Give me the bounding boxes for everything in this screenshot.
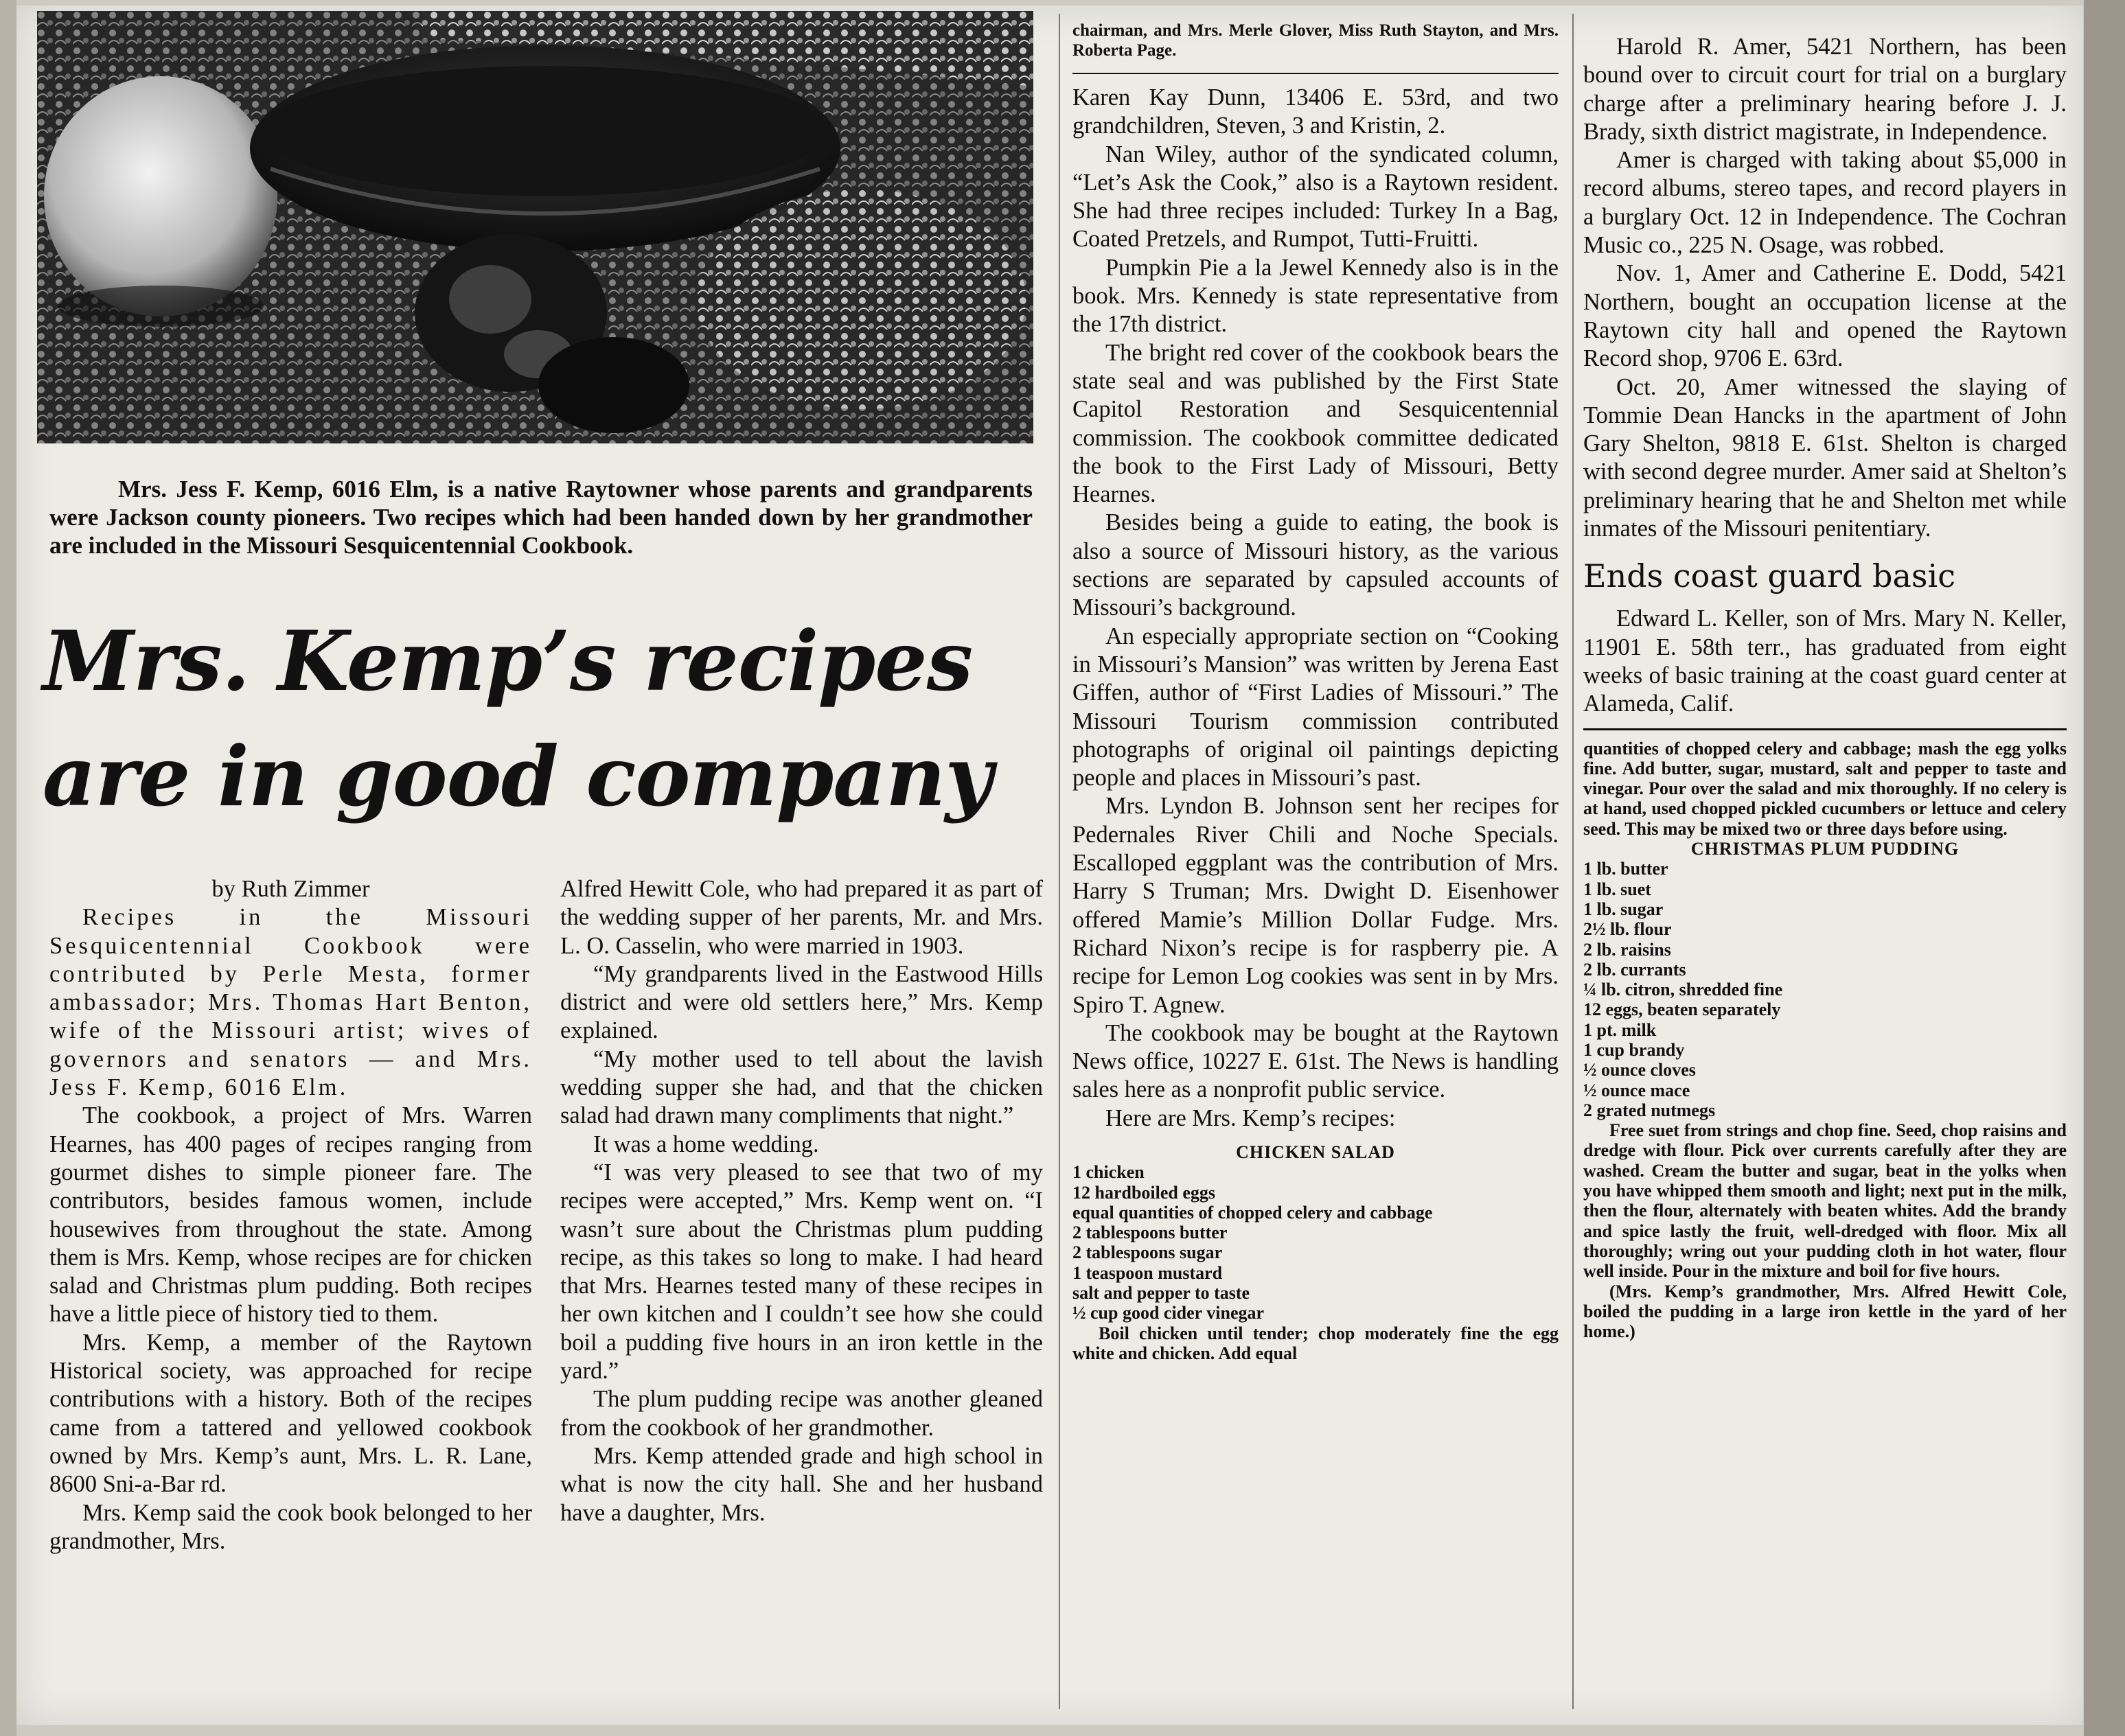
column-3-top-fragment: chairman, and Mrs. Merle Glover, Miss Ruth Stayton, and Mrs. Roberta Page. <box>1072 21 1559 60</box>
ingredient: 2 lb. currants <box>1583 959 1686 980</box>
amer-story <box>1583 33 2067 543</box>
kemp-photo <box>37 11 1033 443</box>
ingredient: 1 pt. milk <box>1583 1019 1657 1040</box>
ingredient: 1 lb. suet <box>1583 879 1651 899</box>
ingredient: 1 chicken <box>1072 1162 1145 1183</box>
ingredient: 12 hardboiled eggs <box>1072 1182 1216 1203</box>
headline-line-1: Mrs. Kemp’s recipes <box>43 613 973 710</box>
ingredient: 1 teaspoon mustard <box>1072 1262 1223 1283</box>
headline <box>43 604 1045 835</box>
recipe-title: CHICKEN SALAD <box>1236 1142 1395 1162</box>
photo-image <box>37 11 1033 443</box>
recipe-directions: Boil chicken until tender; chop moderately fine the egg white and chicken. Add equal <box>1072 1323 1559 1363</box>
ingredient: 2 grated nutmegs <box>1583 1100 1716 1120</box>
ingredient: ½ ounce cloves <box>1583 1060 1696 1080</box>
recipe-directions: Free suet from strings and chop fine. Seed, chop raisins and dredge with flour. Pick over currents carefully after they are washed. Cream the butter and sugar, beat in the yolks when you have whipped them smooth and light; next put in the milk, then the flour, alternately with beaten whites. Add the brandy and spice lastly the fruit, well-dredged with floor. Mix all thoroughly; wring out your pudding cloth in hot water, flour well inside. Pour in the mixture and boil for five hours. <box>1583 1120 2067 1282</box>
caption-text: Mrs. Jess F. Kemp, 6016 Elm, is a native Raytowner whose parents and grandparents were Jackson county pioneers. Two recipes which had been handed down by her grandmother are included in the Missouri Sesquicentennial Cookbook. <box>49 476 1033 559</box>
ingredient: 2 tablespoons butter <box>1072 1223 1228 1243</box>
recipe-note: (Mrs. Kemp’s grandmother, Mrs. Alfred Hewitt Cole, boiled the pudding in a large iron kettle in the yard of her home.) <box>1583 1281 2067 1342</box>
photo-caption <box>49 475 1033 559</box>
recipe-title: CHRISTMAS PLUM PUDDING <box>1690 839 1960 859</box>
ingredient-list <box>1072 1162 1559 1323</box>
article-paragraph: Amer is charged with taking about $5,000 in record albums, stereo tapes, and record players in a burglary Oct. 12 in Independence. The Cochran Music co., 225 N. Osage, was robbed. <box>1583 147 2067 259</box>
article-paragraph: Edward L. Keller, son of Mrs. Mary N. Keller, 11901 E. 58th terr., has graduated from eight weeks of basic training at the coast guard center at Alameda, Calif. <box>1583 605 2067 717</box>
article-column-3 <box>1072 21 1559 1363</box>
column-3-body <box>1072 84 1559 1133</box>
coast-guard-headline: Ends coast guard basic <box>1583 557 1955 595</box>
ingredient: 2 lb. raisins <box>1583 939 1671 960</box>
article-paragraph: Mrs. Lyndon B. Johnson sent her recipes for Pedernales River Chili and Noche Specials. Escalloped eggplant was the contribution of Mrs. Harry S Truman; Mrs. Dwight D. Eisenhower offered Mamie’s Million Dollar Fudge. Mrs. Richard Nixon’s recipe is for raspberry pie. A recipe for Lemon Log cookies was sent in by Mrs. Spiro T. Agnew. <box>1072 793 1559 1018</box>
article-paragraph: Mrs. Kemp said the cook book belonged to her grandmother, Mrs. <box>49 1499 532 1554</box>
article-paragraph: An especially appropriate section on “Cooking in Missouri’s Mansion” was written by Jerena East Giffen, author of “First Ladies of Missouri.” The Missouri Tourism commission contributed photographs of original oil paintings depicting people and places in Missouri’s past. <box>1072 623 1559 791</box>
article-paragraph: “My grandparents lived in the Eastwood Hills district and were old settlers here,” Mrs. Kemp explained. <box>560 960 1043 1044</box>
article-paragraph: “I was very pleased to see that two of my recipes were accepted,” Mrs. Kemp went on. “I wasn’t sure about the Christmas plum pudding recipe, as this takes so long to make. I had heard that Mrs. Hearnes tested many of these recipes in her own kitchen and I couldn’t see how she could boil a pudding five hours in an iron kettle in the yard.” <box>560 1159 1043 1385</box>
recipe-directions: quantities of chopped celery and cabbage; mash the egg yolks fine. Add butter, sugar, mustard, salt and pepper to taste and vinegar. Pour over the salad and mix thoroughly. If no celery is at hand, used chopped pickled cucumbers or lettuce and celery seed. This may be mixed two or three days before using. <box>1583 738 2067 839</box>
article-paragraph: Oct. 20, Amer witnessed the slaying of Tommie Dean Hancks in the apartment of John Gary Shelton, 9818 E. 61st. Shelton is charged with second degree murder. Amer said at Shelton’s preliminary hearing that he and Shelton met while inmates of the Missouri penitentiary. <box>1583 373 2067 542</box>
column-divider <box>1572 14 1574 1709</box>
ingredient-list <box>1583 859 2067 1120</box>
ingredient: 1 cup brandy <box>1583 1039 1685 1060</box>
ingredient: 1 lb. sugar <box>1583 899 1664 919</box>
article-paragraph: Besides being a guide to eating, the book is also a source of Missouri history, as the various sections are separated by capsuled accounts of Missouri’s background. <box>1072 509 1559 621</box>
article-paragraph: Recipes in the Missouri Sesquicentennial Cookbook were contributed by Perle Mesta, former ambassador; Mrs. Thomas Hart Benton, wife of the Missouri artist; wives of governors and senators — and Mrs. Jess F. Kemp, 6016 Elm. <box>49 904 532 1101</box>
ingredient: 2 tablespoons sugar <box>1072 1242 1223 1263</box>
article-paragraph: The bright red cover of the cookbook bears the state seal and was published by the First State Capitol Restoration and Sesquicentennial commission. The cookbook committee dedicated the book to the First Lady of Missouri, Betty Hearnes. <box>1072 339 1559 508</box>
column-divider <box>1059 14 1060 1709</box>
section-rule <box>1583 728 2067 730</box>
article-column-2 <box>560 875 1043 1527</box>
article-paragraph: Pumpkin Pie a la Jewel Kennedy also is in the book. Mrs. Kennedy is state representative from the 17th district. <box>1072 254 1559 338</box>
ingredient: ¼ lb. citron, shredded fine <box>1583 980 1783 1000</box>
article-paragraph: “My mother used to tell about the lavish wedding supper she had, and that the chicken salad had drawn many compliments that night.” <box>560 1045 1043 1129</box>
ingredient: ½ ounce mace <box>1583 1080 1690 1100</box>
headline-line-2: are in good company <box>43 728 993 825</box>
chicken-salad-recipe <box>1072 1142 1559 1363</box>
article-column-4 <box>1583 33 2067 1341</box>
article-paragraph: The cookbook, a project of Mrs. Warren Hearnes, has 400 pages of recipes ranging from gourmet dishes to simple pioneer fare. The contributors, besides famous women, include housewives from throughout the state. Among them is Mrs. Kemp, whose recipes are for chicken salad and Christmas plum pudding. Both recipes have a little piece of history tied to them. <box>49 1102 532 1328</box>
ingredient: ½ cup good cider vinegar <box>1072 1303 1265 1323</box>
article-paragraph: It was a home wedding. <box>593 1131 819 1157</box>
section-rule <box>1072 73 1559 74</box>
article-paragraph: The plum pudding recipe was another gleaned from the cookbook of her grandmother. <box>560 1386 1043 1441</box>
article-paragraph: Here are Mrs. Kemp’s recipes: <box>1105 1104 1396 1131</box>
page-edge-right <box>2084 0 2125 1736</box>
ingredient: 1 lb. butter <box>1583 859 1668 879</box>
recipe-continuation <box>1583 739 2067 1342</box>
ingredient: 12 eggs, beaten separately <box>1583 999 1781 1020</box>
article-paragraph: Karen Kay Dunn, 13406 E. 53rd, and two grandchildren, Steven, 3 and Kristin, 2. <box>1072 84 1559 139</box>
byline: by Ruth Zimmer <box>211 876 370 902</box>
article-paragraph: The cookbook may be bought at the Raytown News office, 10227 E. 61st. The News is handling sales here as a nonprofit public service. <box>1072 1019 1559 1103</box>
article-paragraph: Nan Wiley, author of the syndicated column, “Let’s Ask the Cook,” also is a Raytown resident. She had three recipes included: Turkey In a Bag, Coated Pretzels, and Rumpot, Tutti-Fruitti. <box>1072 141 1559 253</box>
article-paragraph: Harold R. Amer, 5421 Northern, has been bound over to circuit court for trial on a burglary charge after a preliminary hearing before J. J. Brady, sixth district magistrate, in Independence. <box>1583 34 2067 145</box>
article-paragraph: Alfred Hewitt Cole, who had prepared it as part of the wedding supper of her parents, Mr. and Mrs. L. O. Casselin, who were married in 1903. <box>560 876 1043 959</box>
ingredient: salt and pepper to taste <box>1072 1283 1250 1304</box>
article-paragraph: Mrs. Kemp, a member of the Raytown Historical society, was approached for recipe contributions with a history. Both of the recipes came from a tattered and yellowed cookbook owned by Mrs. Kemp’s aunt, Mrs. L. R. Lane, 8600 Sni-a-Bar rd. <box>49 1329 532 1498</box>
page-edge-left <box>0 0 16 1736</box>
article-paragraph: Mrs. Kemp attended grade and high school in what is now the city hall. She and her husband have a daughter, Mrs. <box>560 1442 1043 1526</box>
article-column-1 <box>49 875 532 1555</box>
ingredient: 2½ lb. flour <box>1583 919 1672 940</box>
coast-guard-story <box>1583 605 2067 718</box>
ingredient: equal quantities of chopped celery and cabbage <box>1072 1202 1433 1223</box>
article-paragraph: Nov. 1, Amer and Catherine E. Dodd, 5421 Northern, bought an occupation license at the Raytown city hall and opened the Raytown Record shop, 9706 E. 63rd. <box>1583 260 2067 372</box>
